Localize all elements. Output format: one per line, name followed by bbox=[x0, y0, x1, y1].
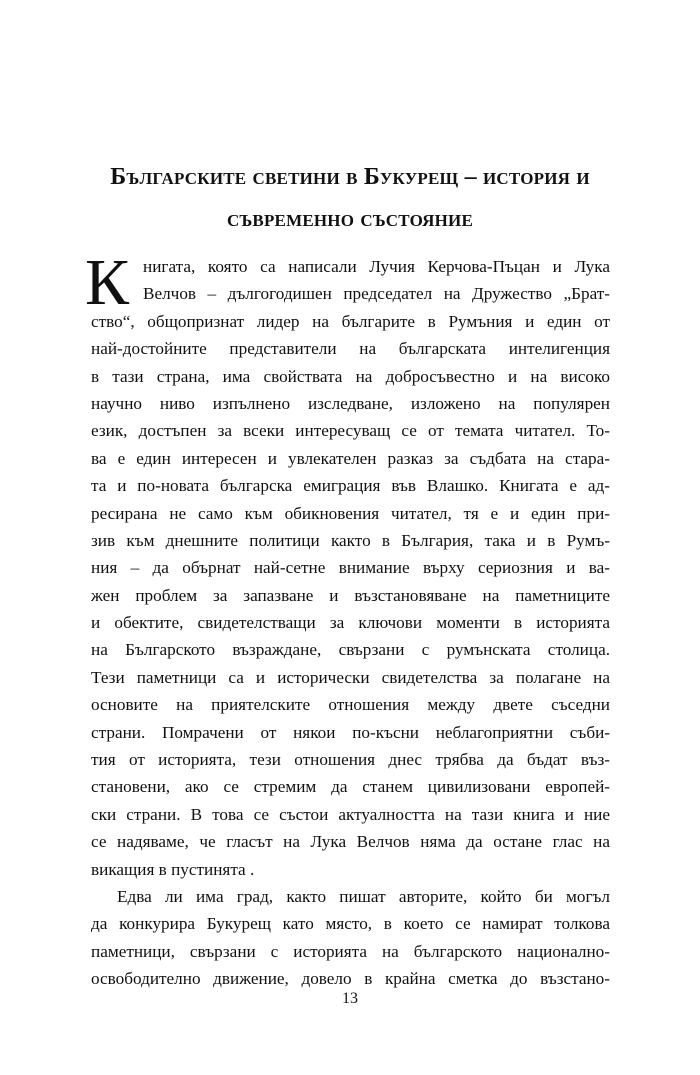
chapter-title bbox=[60, 156, 640, 240]
text-line-8: ва е един интересен и увлекателен разказ за съдбата на стара- bbox=[91, 448, 610, 468]
text-line-4: най-достойните представители на българската интелигенция bbox=[91, 339, 610, 359]
text-line-1: нигата, която са написали Лучия Керчова-Пъцан и Лука bbox=[143, 257, 610, 276]
chapter-title-line-1: Българските светини в Букурещ – история и bbox=[110, 164, 590, 190]
text-line-14: и обектите, свидетелстващи за ключови моменти в историята bbox=[91, 613, 610, 633]
text-line-11: зив към днешните политици както в България, така и в Румъ- bbox=[91, 530, 610, 550]
text-line-3: ство“, общопризнат лидер на българите в Румъния и един от bbox=[91, 311, 610, 331]
text-line-18: страни. Помрачени от някои по-късни неблагоприятни съби- bbox=[91, 722, 610, 742]
text-line-7: език, достъпен за всеки интересуващ се от темата читател. То- bbox=[91, 421, 610, 441]
text-line-21: ски страни. В това се състои актуалността на тази книга и ние bbox=[91, 804, 610, 824]
drop-cap: К bbox=[85, 246, 130, 319]
text-line-17: основите на приятелските отношения между двете съседни bbox=[91, 695, 610, 715]
text-line-24: Едва ли има град, както пишат авторите, който би могъл bbox=[117, 886, 610, 906]
text-line-25: да конкурира Букурещ като място, в което се намират толкова bbox=[91, 914, 610, 934]
text-line-20: становени, ако се стремим да станем цивилизовани европей- bbox=[91, 777, 610, 797]
text-line-6: научно ниво изпълнено изследване, изложено на популярен bbox=[91, 393, 610, 413]
text-line-9: та и по-новата българска емиграция във Влашко. Книгата е ад- bbox=[91, 476, 610, 496]
text-line-23: викащия в пустинята . bbox=[91, 859, 255, 879]
text-line-19: тия от историята, тези отношения днес трябва да бъдат въз- bbox=[91, 750, 610, 770]
text-line-16: Тези паметници са и исторически свидетелства за полагане на bbox=[91, 667, 610, 687]
chapter-title-line-2: съвременно състояние bbox=[226, 206, 474, 232]
text-line-15: на Българското възраждане, свързани с румънската столица. bbox=[91, 640, 610, 660]
text-line-27: освободително движение, довело в крайна сметка до възстано- bbox=[91, 969, 610, 989]
body-text bbox=[85, 246, 610, 993]
text-line-26: паметници, свързани с историята на българското национално- bbox=[91, 941, 610, 961]
text-line-10: ресирана не само към обикновения читател, тя е и един при- bbox=[91, 503, 610, 523]
text-line-13: жен проблем за запазване и възстановяване на паметниците bbox=[91, 585, 610, 605]
page-number: 13 bbox=[342, 990, 358, 1007]
text-line-22: се надяваме, че гласът на Лука Велчов няма да остане глас на bbox=[91, 832, 610, 852]
text-line-2: Велчов – дългогодишен председател на Дружество „Брат- bbox=[143, 284, 610, 304]
text-line-12: ния – да обърнат най-сетне внимание върху сериозния и ва- bbox=[91, 558, 610, 578]
text-line-5: в тази страна, има свойствата на добросъвестно и на високо bbox=[91, 366, 610, 386]
